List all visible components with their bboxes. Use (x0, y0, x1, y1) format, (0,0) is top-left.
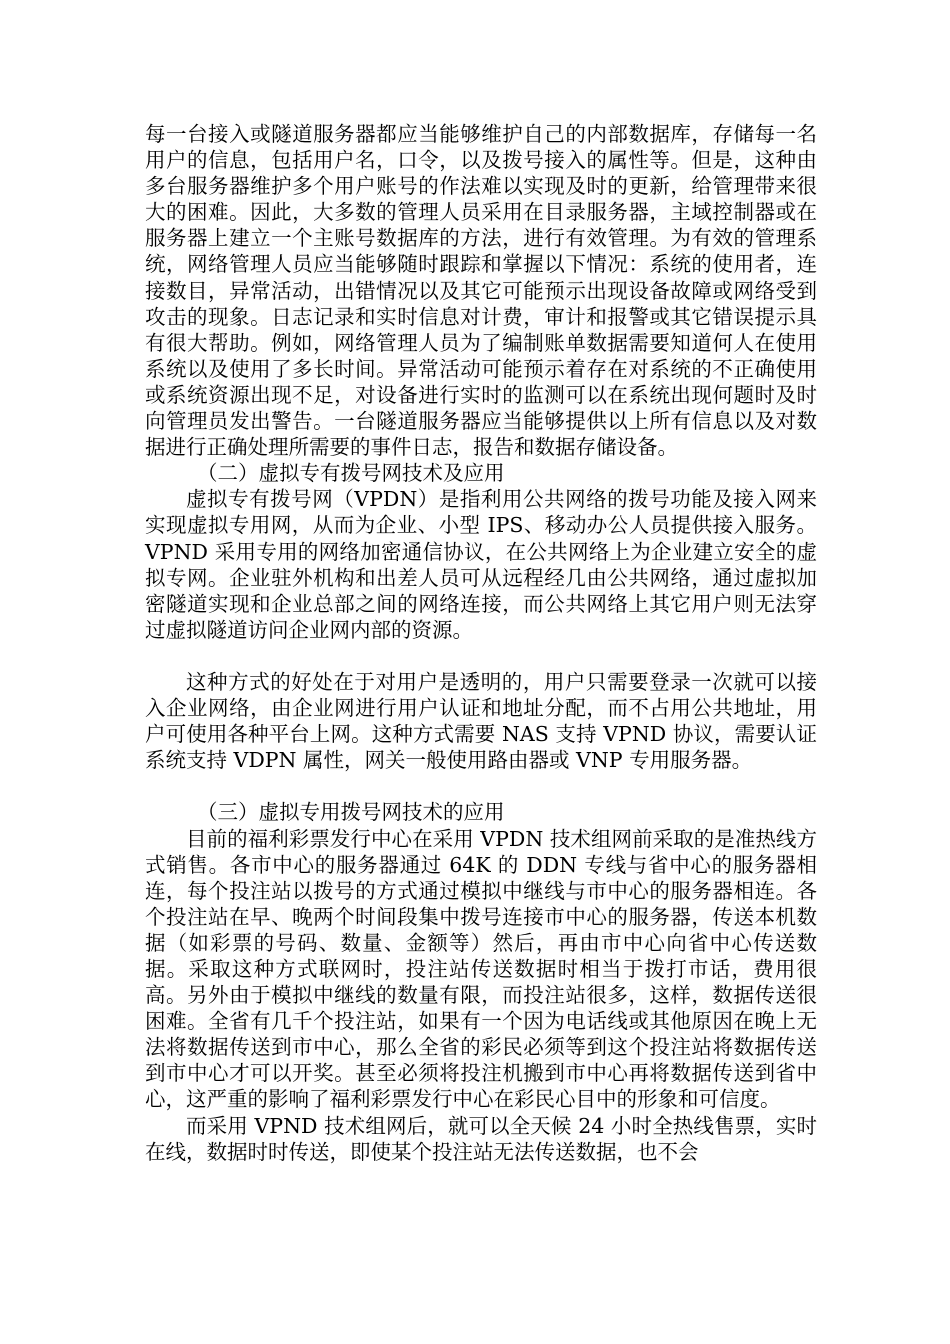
section-heading-3: （三）虚拟专用拨号网技术的应用 (197, 800, 505, 825)
blank-line (145, 643, 817, 669)
document-body (145, 121, 817, 1165)
paragraph-management: 每一台接入或隧道服务器都应当能够维护自己的内部数据库，存储每一名用户的信息，包括用户名，口令，以及拨号接入的属性等。但是，这种由多台服务器维护多个用户账号的作法难以实现及时的更新，给管理带来很大的困难。因此，大多数的管理人员采用在目录服务器，主域控制器或在服务器上建立一个主账号数据库的方法，进行有效管理。为有效的管理系统，网络管理人员应当能够随时跟踪和掌握以下情况：系统的使用者，连接数目，异常活动，出错情况以及其它可能预示出现设备故障或网络受到攻击的现象。日志记录和实时信息对计费，审计和报警或其它错误提示具有很大帮助。例如，网络管理人员为了编制账单数据需要知道何人在使用系统以及使用了多长时间。异常活动可能预示着存在对系统的不正确使用或系统资源出现不足，对设备进行实时的监测可以在系统出现何题时及时向管理员发出警告。一台隧道服务器应当能够提供以上所有信息以及对数据进行正确处理所需要的事件日志，报告和数据存储设备。 (145, 122, 817, 460)
paragraph-vpdn-advantages: 这种方式的好处在于对用户是透明的，用户只需要登录一次就可以接入企业网络，由企业网进行用户认证和地址分配，而不占用公共地址，用户可使用各种平台上网。这种方式需要 NAS 支持 VPND 协议，需要认证系统支持 VDPN 属性，网关一般使用路由器或 VNP 专用服务器。 (145, 669, 817, 773)
paragraph-lottery-before: 目前的福利彩票发行中心在采用 VPDN 技术组网前采取的是准热线方式销售。各市中心的服务器通过 64K 的 DDN 专线与省中心的服务器相连，每个投注站以拨号的方式通过模拟中继线与市中心的服务器相连。各个投注站在早、晚两个时间段集中拨号连接市中心的服务器，传送本机数据（如彩票的号码、数量、金额等）然后，再由市中心向省中心传送数据。采取这种方式联网时，投注站传送数据时相当于拨打市话，费用很高。另外由于模拟中继线的数量有限，而投注站很多，这样，数据传送很困难。全省有几千个投注站，如果有一个因为电话线或其他原因在晚上无法将数据传送到市中心，那么全省的彩民必须等到这个投注站将数据传送到市中心才可以开奖。甚至必须将投注机搬到市中心再将数据传送到省中心，这严重的影响了福利彩票发行中心在彩民心目中的形象和可信度。 (145, 826, 817, 1112)
blank-line (145, 773, 817, 799)
paragraph-lottery-after: 而采用 VPND 技术组网后，就可以全天候 24 小时全热线售票，实时在线，数据时时传送，即使某个投注站无法传送数据，也不会 (145, 1113, 817, 1164)
section-heading-2: （二）虚拟专有拨号网技术及应用 (197, 461, 505, 486)
paragraph-vpdn-definition: 虚拟专有拨号网（VPDN）是指利用公共网络的拨号功能及接入网来实现虚拟专用网，从而为企业、小型 IPS、移动办公人员提供接入服务。VPND 采用专用的网络加密通信协议，在公共网络上为企业建立安全的虚拟专网。企业驻外机构和出差人员可从远程经几由公共网络，通过虚拟加密隧道实现和企业总部之间的网络连接，而公共网络上其它用户则无法穿过虚拟隧道访问企业网内部的资源。 (145, 487, 817, 642)
